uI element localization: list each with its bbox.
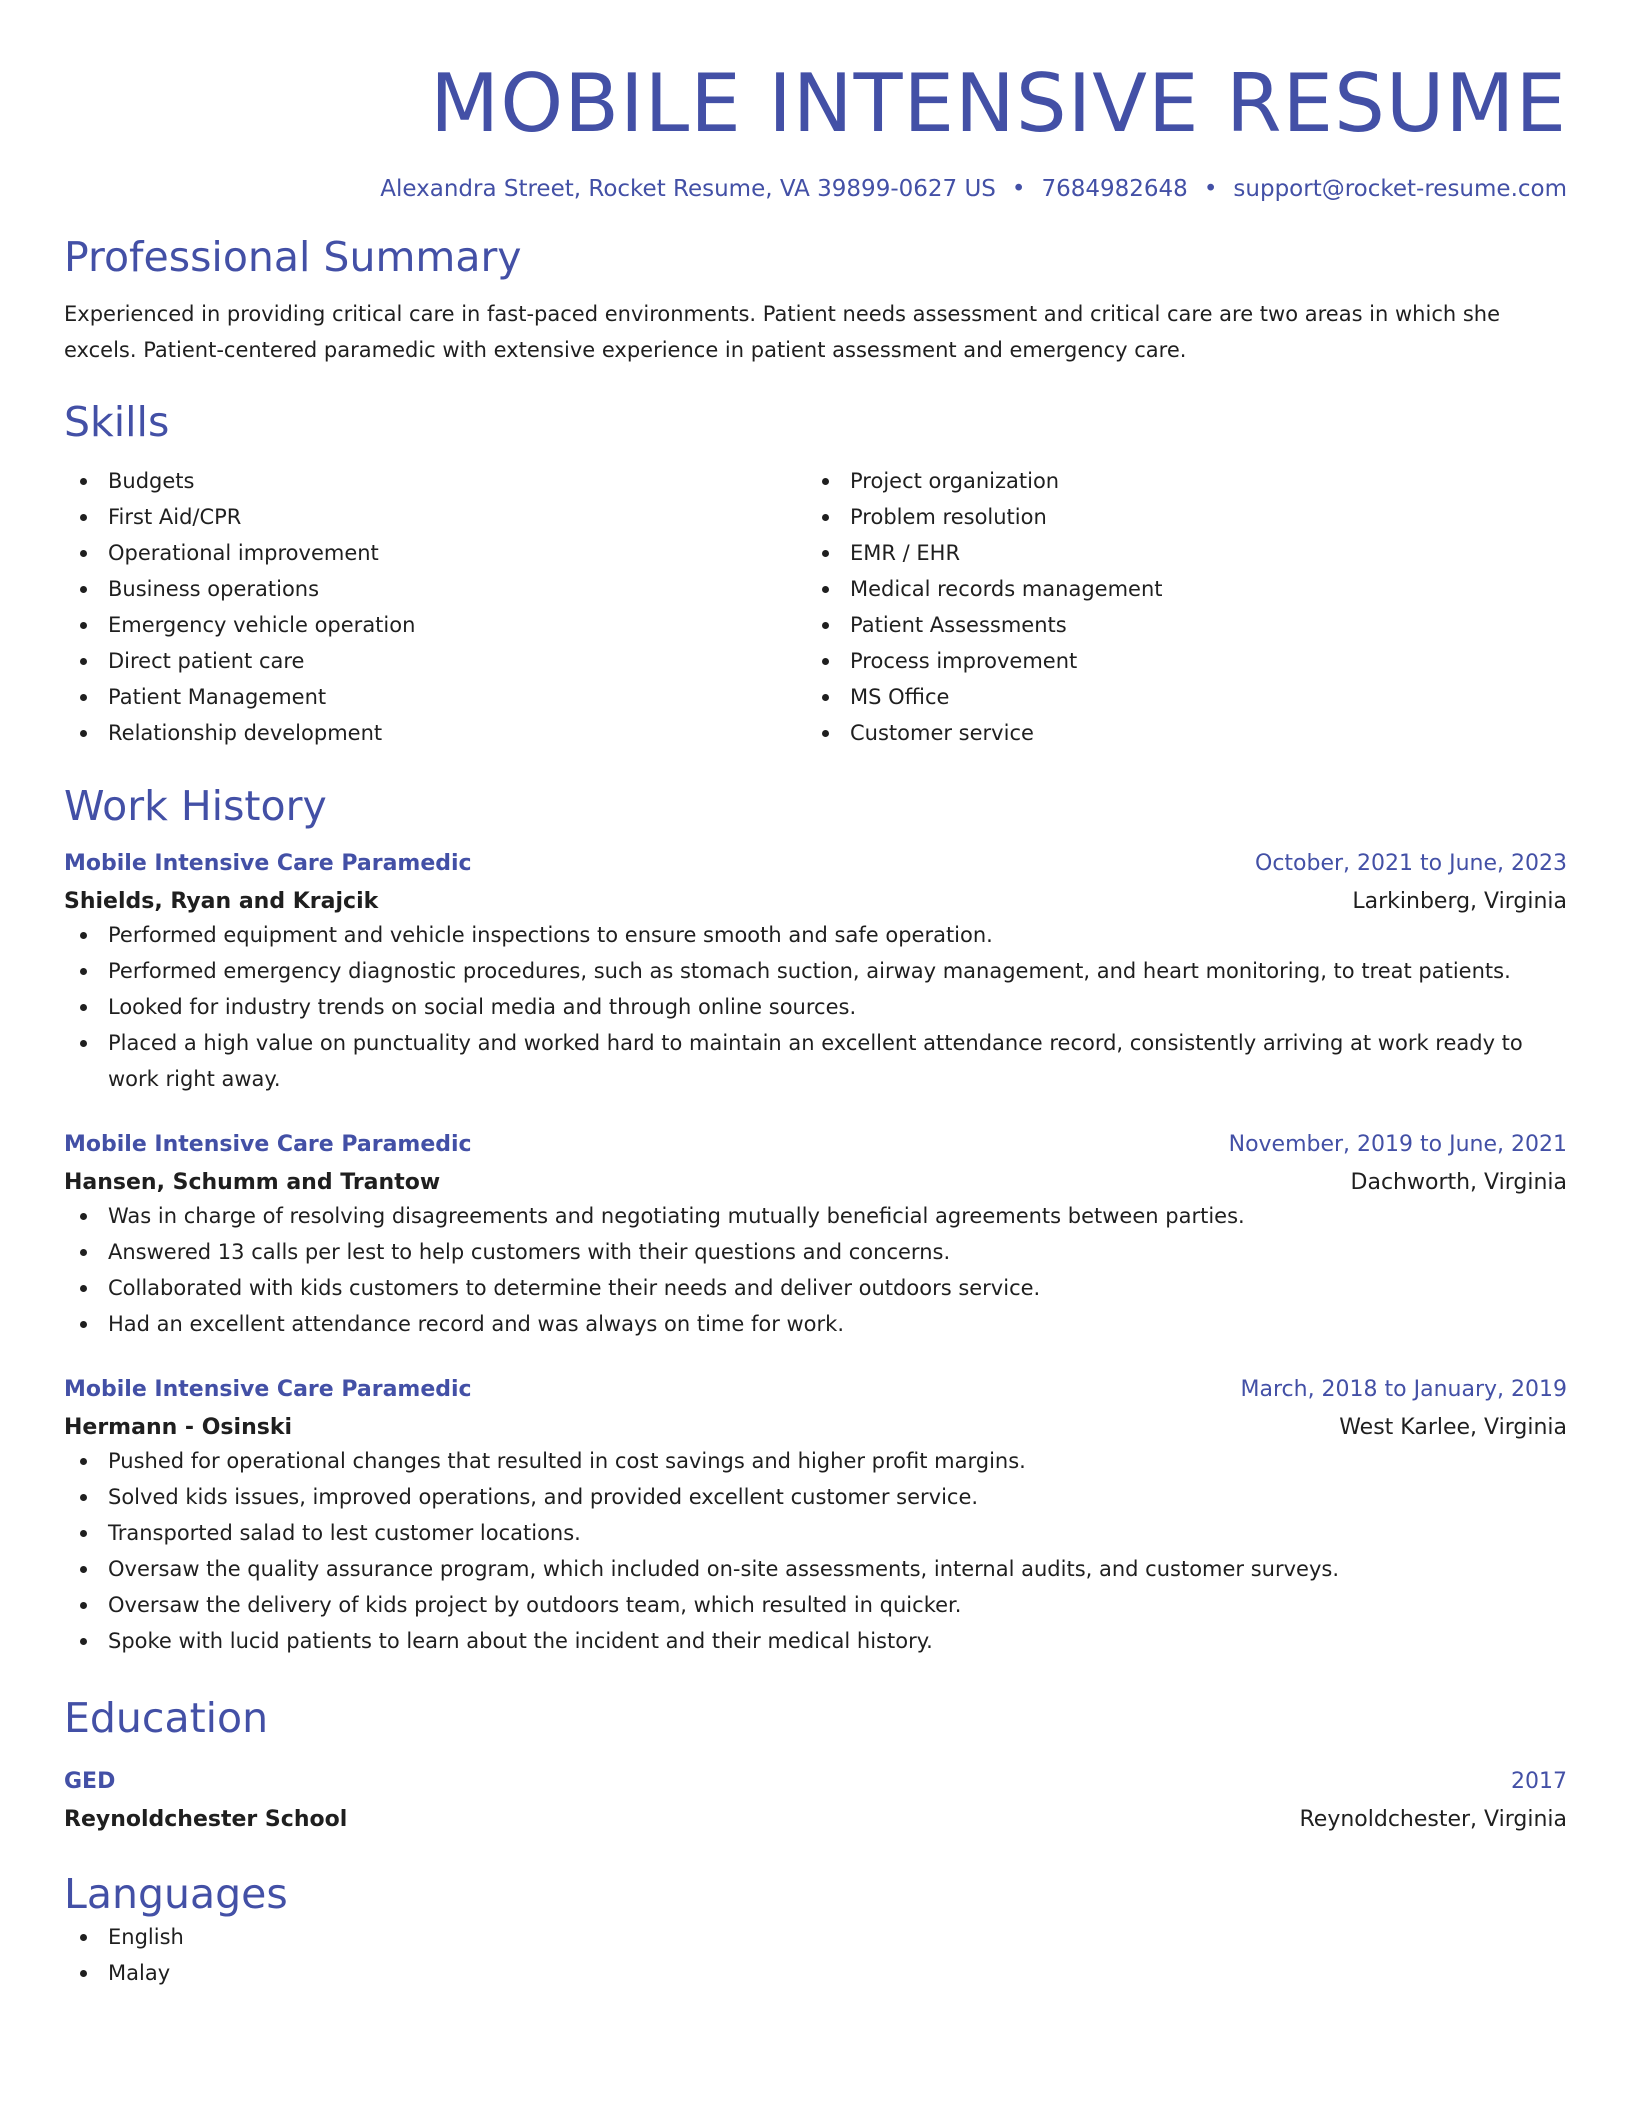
job-entry xyxy=(64,849,1567,1097)
job-bullet-list xyxy=(64,1443,1567,1659)
education-entry xyxy=(64,1767,1567,1835)
contact-phone: 7684982648 xyxy=(1041,176,1188,202)
language-item: English xyxy=(64,1919,1567,1955)
job-bullet: Looked for industry trends on social media and through online sources. xyxy=(64,989,1548,1025)
job-bullet: Performed emergency diagnostic procedures, such as stomach suction, airway management, and heart monitoring, to treat patients. xyxy=(64,953,1548,989)
education-degree: GED xyxy=(64,1769,116,1794)
job-bullet: Spoke with lucid patients to learn about the incident and their medical history. xyxy=(64,1623,1548,1659)
job-bullet: Was in charge of resolving disagreements and negotiating mutually beneficial agreements between parties. xyxy=(64,1198,1548,1234)
contact-line xyxy=(64,174,1567,204)
job-role: Mobile Intensive Care Paramedic xyxy=(64,1377,472,1402)
summary-text: Experienced in providing critical care in fast-paced environments. Patient needs assessment and critical care are two areas in which she excels. Patient-centered paramedic with extensive experience in patient assessment and emergency care. xyxy=(64,302,1501,362)
job-entry xyxy=(64,1130,1567,1342)
job-entry xyxy=(64,1375,1567,1659)
skills-heading: Skills xyxy=(64,398,170,446)
skill-item: Project organization xyxy=(806,463,1546,499)
skill-item: Emergency vehicle operation xyxy=(64,607,806,643)
contact-separator: • xyxy=(1203,176,1218,202)
job-bullet: Solved kids issues, improved operations, and provided excellent customer service. xyxy=(64,1479,1548,1515)
job-bullet-list xyxy=(64,917,1567,1097)
education-heading: Education xyxy=(64,1694,269,1742)
resume-page xyxy=(64,0,1567,1991)
skill-item: MS Office xyxy=(806,679,1546,715)
job-location: West Karlee, Virginia xyxy=(1339,1415,1567,1440)
skill-item: Process improvement xyxy=(806,643,1546,679)
education-school: Reynoldchester School xyxy=(64,1807,348,1832)
job-location: Dachworth, Virginia xyxy=(1350,1170,1567,1195)
languages-list xyxy=(64,1919,1567,1991)
job-bullet: Had an excellent attendance record and was always on time for work. xyxy=(64,1306,1548,1342)
skill-item: Medical records management xyxy=(806,571,1546,607)
resume-name: MOBILE INTENSIVE RESUME xyxy=(430,57,1567,150)
skill-item: Budgets xyxy=(64,463,806,499)
job-employer: Shields, Ryan and Krajcik xyxy=(64,889,379,914)
contact-separator: • xyxy=(1011,176,1026,202)
skill-item: EMR / EHR xyxy=(806,535,1546,571)
job-bullet: Transported salad to lest customer locations. xyxy=(64,1515,1548,1551)
job-bullet: Placed a high value on punctuality and worked hard to maintain an excellent attendance record, consistently arriving at work ready to work right away. xyxy=(64,1025,1548,1097)
job-role: Mobile Intensive Care Paramedic xyxy=(64,1132,472,1157)
skill-item: Patient Assessments xyxy=(806,607,1546,643)
job-employer: Hermann - Osinski xyxy=(64,1415,292,1440)
job-bullet-list xyxy=(64,1198,1567,1342)
work-history-list xyxy=(64,849,1567,1659)
skill-item: Direct patient care xyxy=(64,643,806,679)
language-item: Malay xyxy=(64,1955,1567,1991)
job-dates: October, 2021 to June, 2023 xyxy=(1255,851,1567,876)
contact-email: support@rocket-resume.com xyxy=(1233,176,1567,202)
job-dates: November, 2019 to June, 2021 xyxy=(1228,1132,1567,1157)
job-location: Larkinberg, Virginia xyxy=(1352,889,1567,914)
skills-list-right xyxy=(806,463,1546,751)
skill-item: Patient Management xyxy=(64,679,806,715)
languages-heading: Languages xyxy=(64,1870,288,1918)
job-bullet: Collaborated with kids customers to determine their needs and deliver outdoors service. xyxy=(64,1270,1548,1306)
skill-item: Business operations xyxy=(64,571,806,607)
education-year: 2017 xyxy=(1511,1769,1567,1794)
work-history-heading: Work History xyxy=(64,782,327,830)
job-bullet: Oversaw the quality assurance program, which included on-site assessments, internal audits, and customer surveys. xyxy=(64,1551,1548,1587)
skill-item: Operational improvement xyxy=(64,535,806,571)
skills-list-left xyxy=(64,463,806,751)
job-bullet: Performed equipment and vehicle inspections to ensure smooth and safe operation. xyxy=(64,917,1548,953)
skill-item: Problem resolution xyxy=(806,499,1546,535)
skills-grid xyxy=(64,463,1567,751)
job-bullet: Answered 13 calls per lest to help customers with their questions and concerns. xyxy=(64,1234,1548,1270)
skill-item: Customer service xyxy=(806,715,1546,751)
education-location: Reynoldchester, Virginia xyxy=(1299,1807,1567,1832)
contact-address: Alexandra Street, Rocket Resume, VA 39899-0627 US xyxy=(380,176,996,202)
job-role: Mobile Intensive Care Paramedic xyxy=(64,851,472,876)
job-employer: Hansen, Schumm and Trantow xyxy=(64,1170,441,1195)
job-bullet: Pushed for operational changes that resulted in cost savings and higher profit margins. xyxy=(64,1443,1548,1479)
skill-item: Relationship development xyxy=(64,715,806,751)
summary-heading: Professional Summary xyxy=(64,233,522,281)
job-dates: March, 2018 to January, 2019 xyxy=(1240,1377,1567,1402)
job-bullet: Oversaw the delivery of kids project by outdoors team, which resulted in quicker. xyxy=(64,1587,1548,1623)
skill-item: First Aid/CPR xyxy=(64,499,806,535)
